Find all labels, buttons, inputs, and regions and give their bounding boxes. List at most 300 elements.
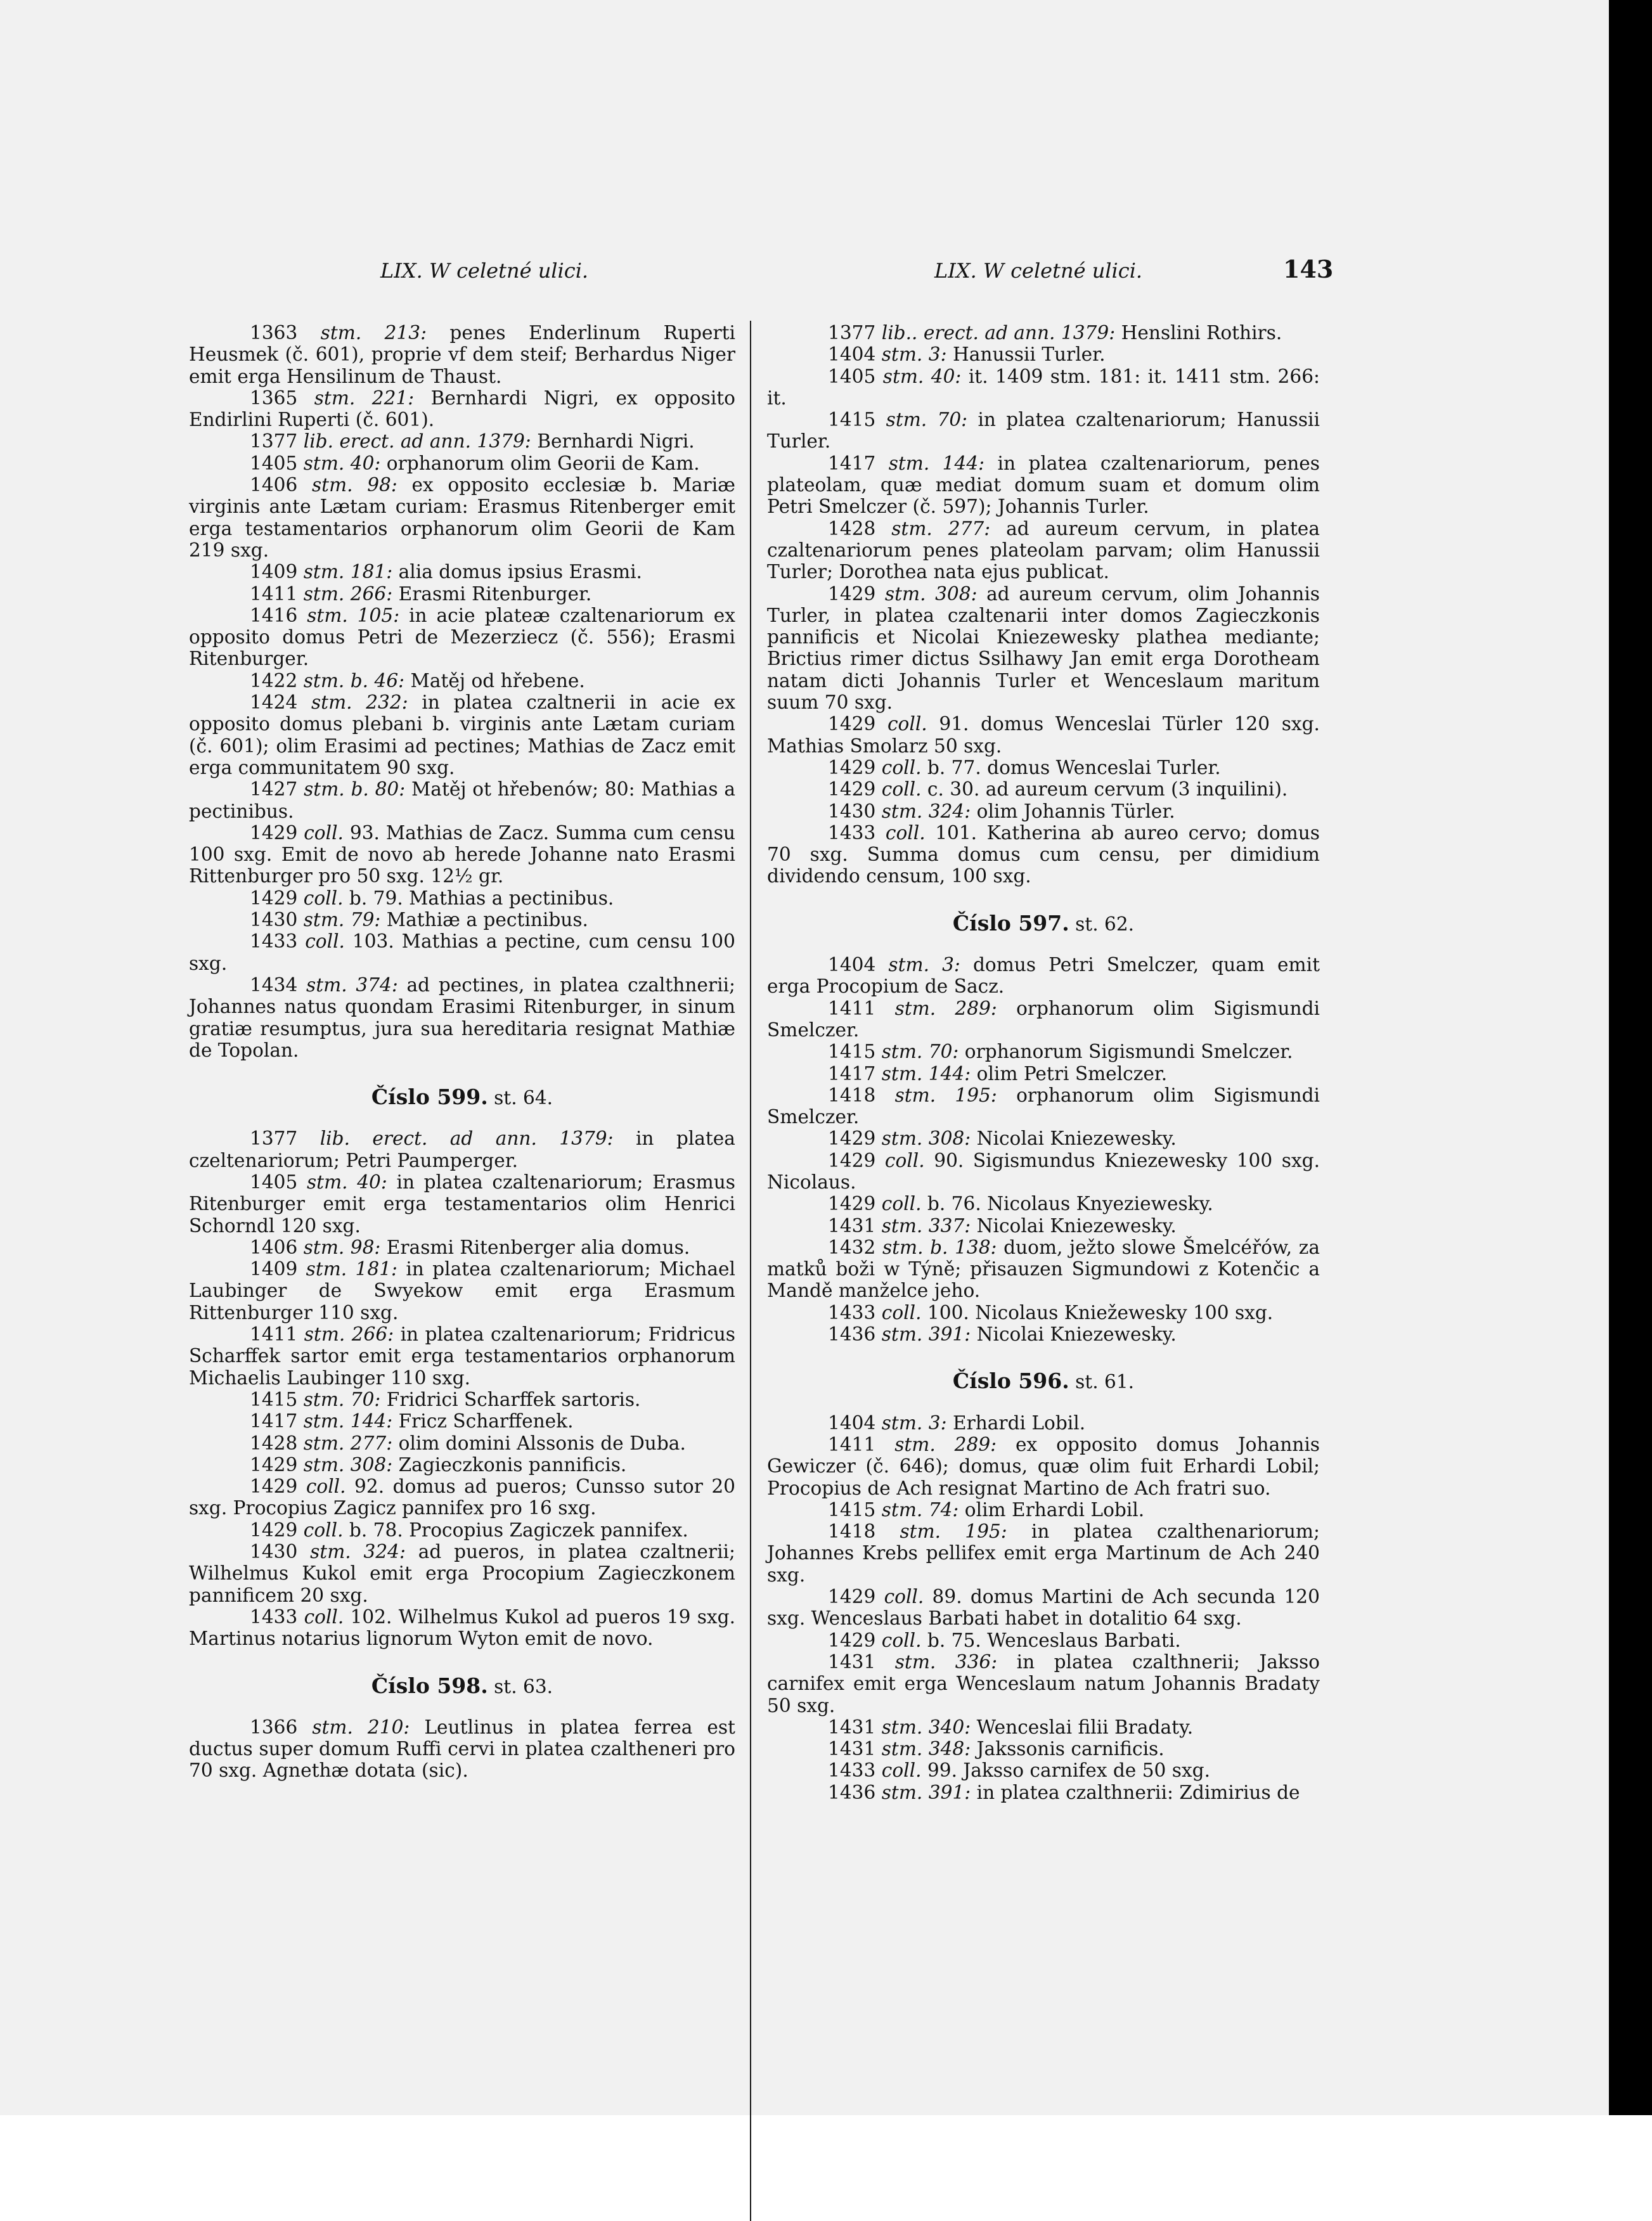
record-entry	[189, 561, 735, 583]
entry-year: 1416	[250, 604, 298, 626]
entry-year: 1429	[828, 1128, 876, 1150]
entry-source: stm.	[882, 1236, 924, 1258]
entry-reference: 144:	[942, 452, 985, 474]
entry-source: stm.	[304, 778, 345, 801]
entry-year: 1433	[828, 821, 876, 844]
section-suffix: st. 62.	[1075, 913, 1135, 935]
record-entry	[189, 1454, 735, 1476]
entry-reference: 210:	[367, 1716, 410, 1738]
entry-year: 1431	[828, 1738, 876, 1760]
entry-reference: 289:	[955, 997, 997, 1019]
record-entry	[767, 778, 1320, 800]
entry-year: 1433	[250, 1606, 298, 1628]
entry-reference: 391:	[928, 1323, 971, 1346]
record-entry	[767, 1302, 1320, 1323]
section-heading-597	[767, 910, 1320, 936]
record-entry	[189, 1237, 735, 1258]
entry-source: stm.	[881, 1214, 923, 1237]
entry-text: orphanorum Sigismundi Smelczer.	[964, 1041, 1293, 1063]
section-suffix: st. 61.	[1075, 1371, 1135, 1393]
entry-text: olim Erhardi Lobil.	[964, 1498, 1145, 1521]
record-entry	[189, 670, 735, 692]
entry-reference: 340:	[928, 1716, 971, 1738]
entry-text: olim domini Alssonis de Duba.	[398, 1432, 686, 1454]
entry-text: Hanussii Turler.	[952, 344, 1106, 366]
entry-source: stm.	[881, 1041, 923, 1063]
entry-source: coll.	[884, 1149, 925, 1171]
entry-source: lib. erect. ad ann.	[303, 430, 472, 453]
entry-text: orphanorum olim Georii de Kam.	[386, 452, 700, 474]
entry-text: Erasmi Ritenburger.	[398, 583, 592, 605]
entry-source: stm.	[891, 517, 932, 539]
entry-source: stm.	[311, 692, 352, 714]
entry-year: 1417	[828, 452, 876, 474]
entry-year: 1404	[828, 344, 876, 366]
record-entry	[189, 322, 735, 387]
section-title: Číslo 598.	[371, 1673, 488, 1698]
entry-reference: 40:	[357, 1171, 387, 1193]
section-heading-596	[767, 1370, 1320, 1393]
left-column	[189, 322, 735, 1782]
section-597-entries	[767, 954, 1320, 1345]
entry-text: Wenceslai filii Bradaty.	[976, 1716, 1194, 1738]
entry-reference: 195:	[955, 1084, 997, 1106]
record-entry	[189, 778, 735, 822]
entry-reference: 144:	[350, 1410, 393, 1432]
scan-border	[1609, 0, 1652, 2115]
entry-reference: 195:	[965, 1521, 1007, 1543]
entry-text: Nicolai Kniezewesky.	[976, 1214, 1177, 1237]
entry-year: 1430	[828, 800, 876, 822]
entry-text: 103. Mathias a pectine, cum censu 100 sxg.	[189, 930, 735, 974]
entry-reference: 391:	[928, 1781, 971, 1803]
entry-text: Matěj ot hřebenów; 80: Mathias a pectinibus.	[189, 778, 735, 822]
record-entry	[189, 474, 735, 561]
entry-reference: 308:	[350, 1453, 393, 1476]
entry-source: stm.	[886, 409, 927, 431]
entry-text: 92. domus ad pueros; Cunsso sutor 20 sxg. Procopius Zagicz pannifex pro 16 sxg.	[189, 1476, 735, 1519]
entry-source: stm.	[888, 452, 930, 474]
entry-year: 1411	[250, 583, 298, 605]
record-entry	[189, 1128, 735, 1171]
entry-year: 1406	[250, 474, 298, 496]
entry-year: 1433	[250, 930, 298, 953]
entry-text: penes Enderlinum Ruperti Heusmek (č. 601), proprie vf dem steif; Berhardus Niger emit erga Hensilinum de Thaust.	[189, 322, 735, 387]
record-entry	[189, 974, 735, 1061]
entry-reference: 308:	[928, 1128, 971, 1150]
entry-year: 1417	[250, 1410, 298, 1432]
section-598-entries	[189, 1716, 735, 1782]
entry-reference: 266:	[350, 583, 393, 605]
entry-source: lib.. erect. ad ann.	[881, 322, 1055, 344]
entry-year: 1429	[250, 1519, 298, 1541]
entry-year: 1436	[828, 1323, 876, 1346]
entry-source: stm.	[888, 954, 929, 976]
entry-year: 1406	[250, 1236, 298, 1258]
entry-source: stm.	[312, 1716, 353, 1738]
entry-year: 1366	[250, 1716, 298, 1738]
entry-text: Zagieczkonis pannificis.	[398, 1453, 627, 1476]
entry-reference: 324:	[928, 800, 971, 822]
entry-year: 1404	[828, 954, 876, 976]
entry-text: b. 77. domus Wenceslai Turler.	[927, 756, 1221, 778]
record-entry	[189, 887, 735, 909]
entry-year: 1418	[828, 1521, 876, 1543]
left-entries	[189, 322, 735, 1061]
record-entry	[189, 583, 735, 605]
entry-text: Bernhardi Nigri.	[537, 430, 695, 453]
entry-reference: 40:	[350, 452, 381, 474]
section-title: Číslo 596.	[952, 1368, 1069, 1394]
entry-source: coll.	[881, 1760, 922, 1782]
entry-text: Leutlinus in platea ferrea est ductus super domum Ruffi cervi in platea czaltheneri pro 70 sxg. Agnethæ dotata (sic).	[189, 1716, 735, 1782]
record-entry	[189, 1476, 735, 1519]
entry-source: stm.	[303, 909, 345, 931]
entry-source: stm.	[303, 452, 345, 474]
entry-text: in platea czaltnerii in acie ex opposito domus plebani b. virginis ante Lætam curiam (č. 601); olim Erasimi ad pectines; Mathias de Zacz emit erga communitatem 90 sxg.	[189, 692, 735, 778]
entry-text: it. 1409 stm. 181: it. 1411 stm. 266: it.	[767, 365, 1320, 409]
record-entry	[767, 757, 1320, 778]
entry-source: stm.	[320, 322, 362, 344]
entry-source: stm.	[303, 1410, 345, 1432]
entry-text: 101. Katherina ab aureo cervo; domus 70 sxg. Summa domus cum censu, per dimidium dividendo censum, 100 sxg.	[767, 821, 1320, 887]
record-entry	[767, 1738, 1320, 1760]
entry-reference: 308:	[935, 583, 978, 605]
entry-reference: 79:	[350, 909, 381, 931]
entry-text: ad aureum cervum, olim Johannis Turler, in platea czaltenarii inter domos Zagieczkonis pannificis et Nicolai Kniezewesky plathea mediante; Brictius rimer dictus Ssilhawy Jan emit erga Dorotheam natam dicti Johannis Turler et Wenceslaum maritum suum 70 sxg.	[767, 583, 1320, 714]
entry-year: 1424	[250, 692, 298, 714]
entry-source: stm.	[303, 1388, 345, 1410]
record-entry	[189, 909, 735, 930]
entry-reference: b. 138:	[930, 1236, 997, 1258]
record-entry	[767, 1499, 1320, 1521]
entry-year: 1415	[828, 409, 876, 431]
record-entry	[767, 1412, 1320, 1434]
record-entry	[189, 692, 735, 778]
entry-source: stm.	[882, 365, 924, 387]
record-entry	[767, 713, 1320, 757]
entry-year: 1432	[828, 1236, 876, 1258]
entry-source: coll.	[885, 821, 926, 844]
entry-text: ad pectines, in platea czalthnerii; Johannes natus quondam Erasimi Ritenburger, in sinum gratiæ resumptus, jura sua hereditaria resignat Mathiæ de Topolan.	[189, 974, 735, 1061]
entry-year: 1415	[250, 1388, 298, 1410]
entry-text: Mathiæ a pectinibus.	[386, 909, 588, 931]
entry-source: stm.	[881, 1412, 923, 1434]
right-entries	[767, 322, 1320, 887]
entry-text: 90. Sigismundus Kniezewesky 100 sxg. Nicolaus.	[767, 1149, 1320, 1193]
entry-text: c. 30. ad aureum cervum (3 inquilini).	[927, 778, 1288, 801]
entry-reference: 98:	[367, 474, 397, 496]
entry-text: 99. Jaksso carnifex de 50 sxg.	[927, 1760, 1211, 1782]
entry-text: Henslini Rothirs.	[1121, 322, 1282, 344]
record-entry	[767, 322, 1320, 344]
entry-text: in platea czeltenariorum; Petri Paumperger.	[189, 1128, 735, 1171]
entry-reference: 289:	[954, 1433, 997, 1455]
entry-source: stm.	[894, 997, 936, 1019]
record-entry	[767, 1193, 1320, 1214]
entry-source: stm.	[306, 1258, 347, 1280]
entry-year: 1429	[250, 821, 298, 844]
entry-reference: 213:	[384, 322, 427, 344]
entry-reference: 181:	[350, 561, 393, 583]
record-entry	[189, 453, 735, 474]
entry-text: ad pueros, in platea czaltnerii; Wilhelmus Kukol emit erga Procopium Zagieczkonem pannificem 20 sxg.	[189, 1541, 735, 1606]
entry-reference: 221:	[371, 387, 415, 409]
entry-text: ex opposito domus Johannis Gewiczer (č. 646); domus, quæ olim fuit Erhardi Lobil; Procopius de Ach resignat Martino de Ach fratri suo.	[767, 1433, 1320, 1499]
entry-reference: b. 46:	[350, 669, 405, 692]
entry-year: 1429	[828, 1586, 876, 1608]
section-suffix: st. 63.	[494, 1675, 553, 1697]
record-entry	[189, 1258, 735, 1323]
record-entry	[767, 1323, 1320, 1345]
entry-year: 1417	[828, 1062, 876, 1085]
entry-text: Erhardi Lobil.	[952, 1412, 1086, 1434]
entry-source: stm.	[303, 1453, 345, 1476]
record-entry	[189, 1171, 735, 1237]
entry-source: stm.	[881, 800, 923, 822]
entry-year: 1433	[828, 1301, 876, 1323]
section-title: Číslo 597.	[952, 910, 1069, 936]
entry-year: 1429	[828, 1193, 876, 1215]
entry-year: 1430	[250, 1541, 298, 1563]
entry-text: b. 76. Nicolaus Knyeziewesky.	[927, 1193, 1213, 1215]
entry-text: alia domus ipsius Erasmi.	[398, 561, 642, 583]
entry-year: 1429	[250, 1476, 298, 1498]
entry-year: 1434	[250, 974, 298, 996]
entry-source: coll.	[881, 1629, 922, 1651]
entry-source: lib. erect. ad ann.	[319, 1128, 537, 1150]
entry-reference: 70:	[350, 1388, 381, 1410]
entry-text: Erasmi Ritenberger alia domus.	[386, 1236, 690, 1258]
entry-text: Nicolai Kniezewesky.	[976, 1128, 1177, 1150]
entry-source: stm.	[307, 604, 348, 626]
record-entry	[767, 1041, 1320, 1062]
entry-year: 1377	[250, 1128, 298, 1150]
entry-text: 89. domus Martini de Ach secunda 120 sxg. Wenceslaus Barbati habet in dotalitio 64 sxg.	[767, 1586, 1320, 1630]
entry-text: orphanorum olim Sigismundi Smelczer.	[767, 1084, 1320, 1128]
entry-year: 1429	[250, 887, 298, 909]
entry-source: stm.	[881, 1062, 923, 1085]
running-head-left: LIX. W celetné ulici.	[380, 259, 589, 283]
record-entry	[189, 1716, 735, 1782]
entry-text: in platea czalthnerii; Jaksso carnifex emit erga Wenceslaum natum Johannis Bradaty 50 sxg.	[767, 1651, 1320, 1716]
entry-year: 1411	[828, 997, 876, 1019]
entry-year: 1404	[828, 1412, 876, 1434]
record-entry	[767, 1215, 1320, 1237]
record-entry	[767, 954, 1320, 998]
entry-text: in platea czaltenariorum; Fridricus Scharffek sartor emit erga testamentarios orphanorum Michaelis Laubinger 110 sxg.	[189, 1323, 735, 1389]
entry-text: in platea czalthenariorum; Johannes Krebs pellifex emit erga Martinum de Ach 240 sxg.	[767, 1521, 1320, 1586]
entry-text: in platea czaltenariorum; Michael Laubinger de Swyekow emit erga Erasmum Rittenburger 110 sxg.	[189, 1258, 735, 1323]
record-entry	[189, 822, 735, 887]
entry-reference: 337:	[928, 1214, 971, 1237]
entry-text: olim Johannis Türler.	[976, 800, 1175, 822]
entry-source: coll.	[304, 821, 344, 844]
entry-source: coll.	[884, 1586, 924, 1608]
entry-source: stm.	[881, 1738, 923, 1760]
entry-source: stm.	[311, 474, 353, 496]
record-entry	[189, 930, 735, 974]
entry-year: 1415	[828, 1498, 876, 1521]
entry-year: 1411	[828, 1433, 876, 1455]
entry-year: 1429	[828, 1149, 876, 1171]
entry-source: stm.	[303, 669, 345, 692]
section-heading-599	[189, 1086, 735, 1109]
column-divider	[750, 321, 751, 2221]
entry-source: coll.	[303, 1519, 344, 1541]
record-entry	[767, 366, 1320, 409]
entry-text: in platea czalthnerii: Zdimirius de	[976, 1781, 1300, 1803]
entry-reference: 232:	[366, 692, 408, 714]
entry-year: 1429	[828, 756, 876, 778]
entry-text: Jakssonis carnificis.	[976, 1738, 1165, 1760]
entry-text: 100. Nicolaus Kniežewesky 100 sxg.	[927, 1301, 1274, 1323]
entry-year: 1422	[250, 669, 298, 692]
entry-text: Matěj od hřebene.	[410, 669, 585, 692]
record-entry	[767, 1434, 1320, 1499]
entry-text: in acie plateæ czaltenariorum ex opposito domus Petri de Mezerziecz (č. 556); Erasmi Ritenburger.	[189, 604, 735, 670]
entry-year: 1431	[828, 1716, 876, 1738]
entry-year: 1409	[250, 1258, 298, 1280]
running-head-right: LIX. W celetné ulici.	[934, 259, 1143, 283]
entry-year: 1436	[828, 1781, 876, 1803]
record-entry	[767, 1586, 1320, 1630]
record-entry	[189, 387, 735, 431]
entry-reference: 3:	[928, 344, 947, 366]
entry-reference: 144:	[928, 1062, 971, 1085]
entry-year: 1428	[250, 1432, 298, 1454]
entry-source: stm.	[304, 1323, 345, 1346]
entry-text: Bernhardi Nigri, ex opposito Endirlini Ruperti (č. 601).	[189, 387, 735, 431]
entry-text: ex opposito ecclesiæ b. Mariæ virginis ante Lætam curiam: Erasmus Ritenberger emit erga testamentarios orphanorum olim Georii de Kam 219 sxg.	[189, 474, 735, 561]
entry-source: stm.	[881, 1128, 923, 1150]
entry-year: 1431	[828, 1651, 876, 1673]
record-entry	[767, 518, 1320, 583]
record-entry	[767, 1085, 1320, 1128]
entry-text: Nicolai Kniezewesky.	[976, 1323, 1177, 1346]
entry-text: Fricz Scharffenek.	[398, 1410, 574, 1432]
record-entry	[189, 1519, 735, 1541]
entry-reference: 3:	[942, 954, 960, 976]
section-title: Číslo 599.	[371, 1085, 488, 1110]
entry-text: b. 79. Mathias a pectinibus.	[349, 887, 614, 909]
entry-text: b. 75. Wenceslaus Barbati.	[927, 1629, 1181, 1651]
entry-reference: 348:	[928, 1738, 971, 1760]
entry-source: coll.	[881, 778, 922, 801]
entry-text: domus Petri Smelczer, quam emit erga Procopium de Sacz.	[767, 954, 1320, 998]
entry-reference: 181:	[355, 1258, 398, 1280]
record-entry	[189, 1389, 735, 1410]
entry-source: stm.	[303, 1432, 345, 1454]
entry-source: stm.	[900, 1521, 941, 1543]
entry-reference: 277:	[350, 1432, 393, 1454]
record-entry	[767, 1651, 1320, 1716]
entry-year: 1405	[828, 365, 876, 387]
section-heading-598	[189, 1675, 735, 1697]
entry-text: Fridrici Scharffek sartoris.	[386, 1388, 641, 1410]
entry-reference: 40:	[931, 365, 962, 387]
record-entry	[767, 1630, 1320, 1651]
record-entry	[767, 409, 1320, 453]
entry-text: in platea czaltenariorum; Erasmus Ritenburger emit erga testamentarios olim Henrici Schorndl 120 sxg.	[189, 1171, 735, 1237]
entry-source: coll.	[305, 930, 345, 953]
entry-text: ad aureum cervum, in platea czaltenariorum penes plateolam parvam; olim Hanussii Turler; Dorothea nata ejus publicat.	[767, 517, 1320, 583]
entry-year: 1363	[250, 322, 298, 344]
record-entry	[189, 430, 735, 452]
entry-source: stm.	[894, 1433, 936, 1455]
entry-source: coll.	[303, 887, 344, 909]
entry-text: 102. Wilhelmus Kukol ad pueros 19 sxg. Martinus notarius lignorum Wyton emit de novo.	[189, 1606, 735, 1650]
entry-reference: 1379:	[477, 430, 531, 453]
entry-source: coll.	[306, 1476, 346, 1498]
entry-year: 1427	[250, 778, 298, 801]
entry-reference: 70:	[937, 409, 968, 431]
record-entry	[767, 344, 1320, 365]
entry-source: stm.	[884, 583, 926, 605]
entry-reference: b. 80:	[351, 778, 406, 801]
entry-year: 1365	[250, 387, 298, 409]
right-column	[767, 322, 1320, 1803]
entry-year: 1418	[828, 1084, 876, 1106]
record-entry	[767, 1237, 1320, 1302]
entry-year: 1409	[250, 561, 298, 583]
entry-year: 1411	[250, 1323, 298, 1346]
entry-reference: 1379:	[559, 1128, 614, 1150]
entry-year: 1428	[828, 517, 876, 539]
entry-year: 1377	[828, 322, 876, 344]
entry-year: 1415	[828, 1041, 876, 1063]
entry-source: stm.	[894, 1084, 936, 1106]
entry-text: duom, ježto slowe Šmelcéřów, za matků boži w Týně; přisauzen Sigmundowi z Kotenčic a Mandě manželce jeho.	[767, 1236, 1320, 1302]
entry-text: b. 78. Procopius Zagiczek pannifex.	[349, 1519, 688, 1541]
entry-source: stm.	[303, 583, 345, 605]
entry-source: coll.	[881, 1301, 922, 1323]
entry-source: stm.	[881, 1716, 923, 1738]
record-entry	[767, 583, 1320, 714]
record-entry	[767, 1150, 1320, 1194]
entry-text: in platea czaltenariorum, penes plateolam, quæ mediat domum suam et domum olim Petri Smelczer (č. 597); Johannis Turler.	[767, 452, 1320, 518]
page-number: 143	[1283, 255, 1334, 283]
entry-year: 1405	[250, 1171, 298, 1193]
entry-reference: 324:	[363, 1541, 406, 1563]
entry-source: stm.	[303, 561, 345, 583]
record-entry	[189, 1606, 735, 1650]
entry-source: stm.	[303, 1236, 345, 1258]
record-entry	[189, 605, 735, 670]
entry-year: 1429	[250, 1453, 298, 1476]
record-entry	[767, 822, 1320, 887]
entry-reference: 3:	[928, 1412, 947, 1434]
entry-source: stm.	[306, 1171, 348, 1193]
record-entry	[189, 1432, 735, 1454]
entry-text: in platea czaltenariorum; Hanussii Turler.	[767, 409, 1320, 453]
entry-source: stm.	[310, 1541, 351, 1563]
entry-year: 1433	[828, 1760, 876, 1782]
entry-source: stm.	[881, 1323, 923, 1346]
entry-source: coll.	[304, 1606, 344, 1628]
record-entry	[767, 1063, 1320, 1085]
record-entry	[189, 1410, 735, 1432]
record-entry	[767, 998, 1320, 1041]
entry-source: stm.	[881, 1498, 923, 1521]
entry-reference: 105:	[357, 604, 400, 626]
entry-reference: 74:	[928, 1498, 959, 1521]
entry-year: 1429	[828, 583, 876, 605]
record-entry	[767, 1128, 1320, 1149]
record-entry	[767, 1716, 1320, 1738]
section-599-entries	[189, 1128, 735, 1649]
entry-text: olim Petri Smelczer.	[976, 1062, 1168, 1085]
